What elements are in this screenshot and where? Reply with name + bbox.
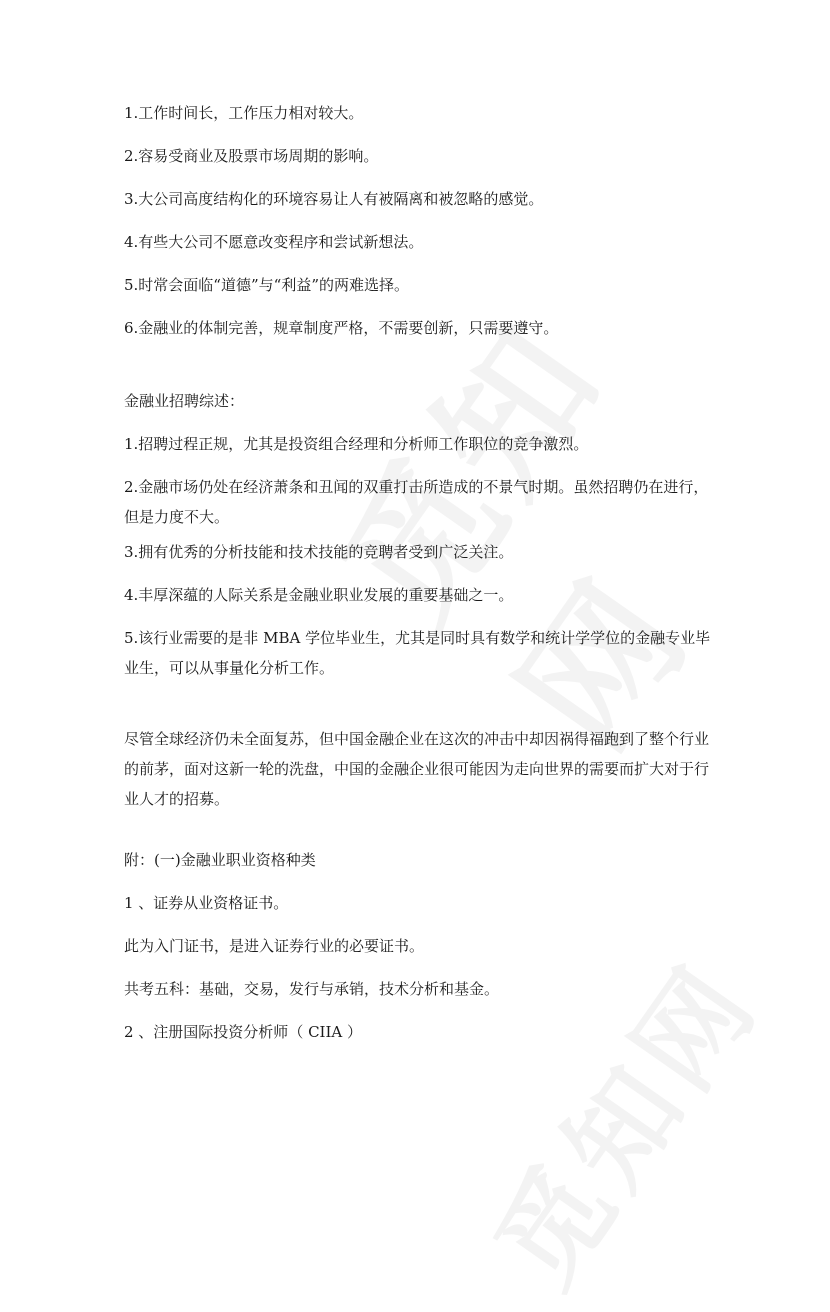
appendix-heading: 附：(一)金融业职业资格种类 [124, 851, 316, 869]
summary-item-2: 2.金融市场仍处在经济萧条和丑闻的双重打击所造成的不景气时期。虽然招聘仍在进行，但是力度不大。 [124, 478, 709, 526]
summary-item-4: 4.丰厚深蕴的人际关系是金融业职业发展的重要基础之一。 [124, 586, 514, 604]
summary-heading: 金融业招聘综述： [124, 392, 245, 410]
disadvantage-item-3: 3.大公司高度结构化的环境容易让人有被隔离和被忽略的感觉。 [124, 190, 544, 208]
disadvantage-item-4: 4.有些大公司不愿意改变程序和尝试新想法。 [124, 233, 424, 251]
summary-item-5: 5.该行业需要的是非 MBA 学位毕业生，尤其是同时具有数学和统计学学位的金融专业毕业生，可以从事量化分析工作。 [124, 629, 711, 677]
disadvantage-item-2: 2.容易受商业及股票市场周期的影响。 [124, 147, 379, 165]
appendix-item-1: 1 、证券从业资格证书。 [124, 894, 289, 912]
appendix-text-1: 此为入门证书，是进入证券行业的必要证书。 [124, 937, 425, 955]
conclusion-paragraph: 尽管全球经济仍未全面复苏，但中国金融企业在这次的冲击中却因祸得福跑到了整个行业的前茅，面对这新一轮的洗盘，中国的金融企业很可能因为走向世界的需要而扩大对于行业人才的招募。 [124, 730, 710, 808]
summary-item-3: 3.拥有优秀的分析技能和技术技能的竞聘者受到广泛关注。 [124, 543, 514, 561]
disadvantage-item-6: 6.金融业的体制完善，规章制度严格，不需要创新，只需要遵守。 [124, 319, 559, 337]
summary-item-1: 1.招聘过程正规，尤其是投资组合经理和分析师工作职位的竞争激烈。 [124, 435, 589, 453]
appendix-item-2: 2 、注册国际投资分析师（ CIIA ） [124, 1023, 363, 1041]
disadvantage-item-1: 1.工作时间长，工作压力相对较大。 [124, 104, 364, 122]
disadvantage-item-5: 5.时常会面临“道德”与“利益”的两难选择。 [124, 276, 409, 294]
appendix-text-2: 共考五科：基础，交易，发行与承销，技术分析和基金。 [124, 980, 500, 998]
